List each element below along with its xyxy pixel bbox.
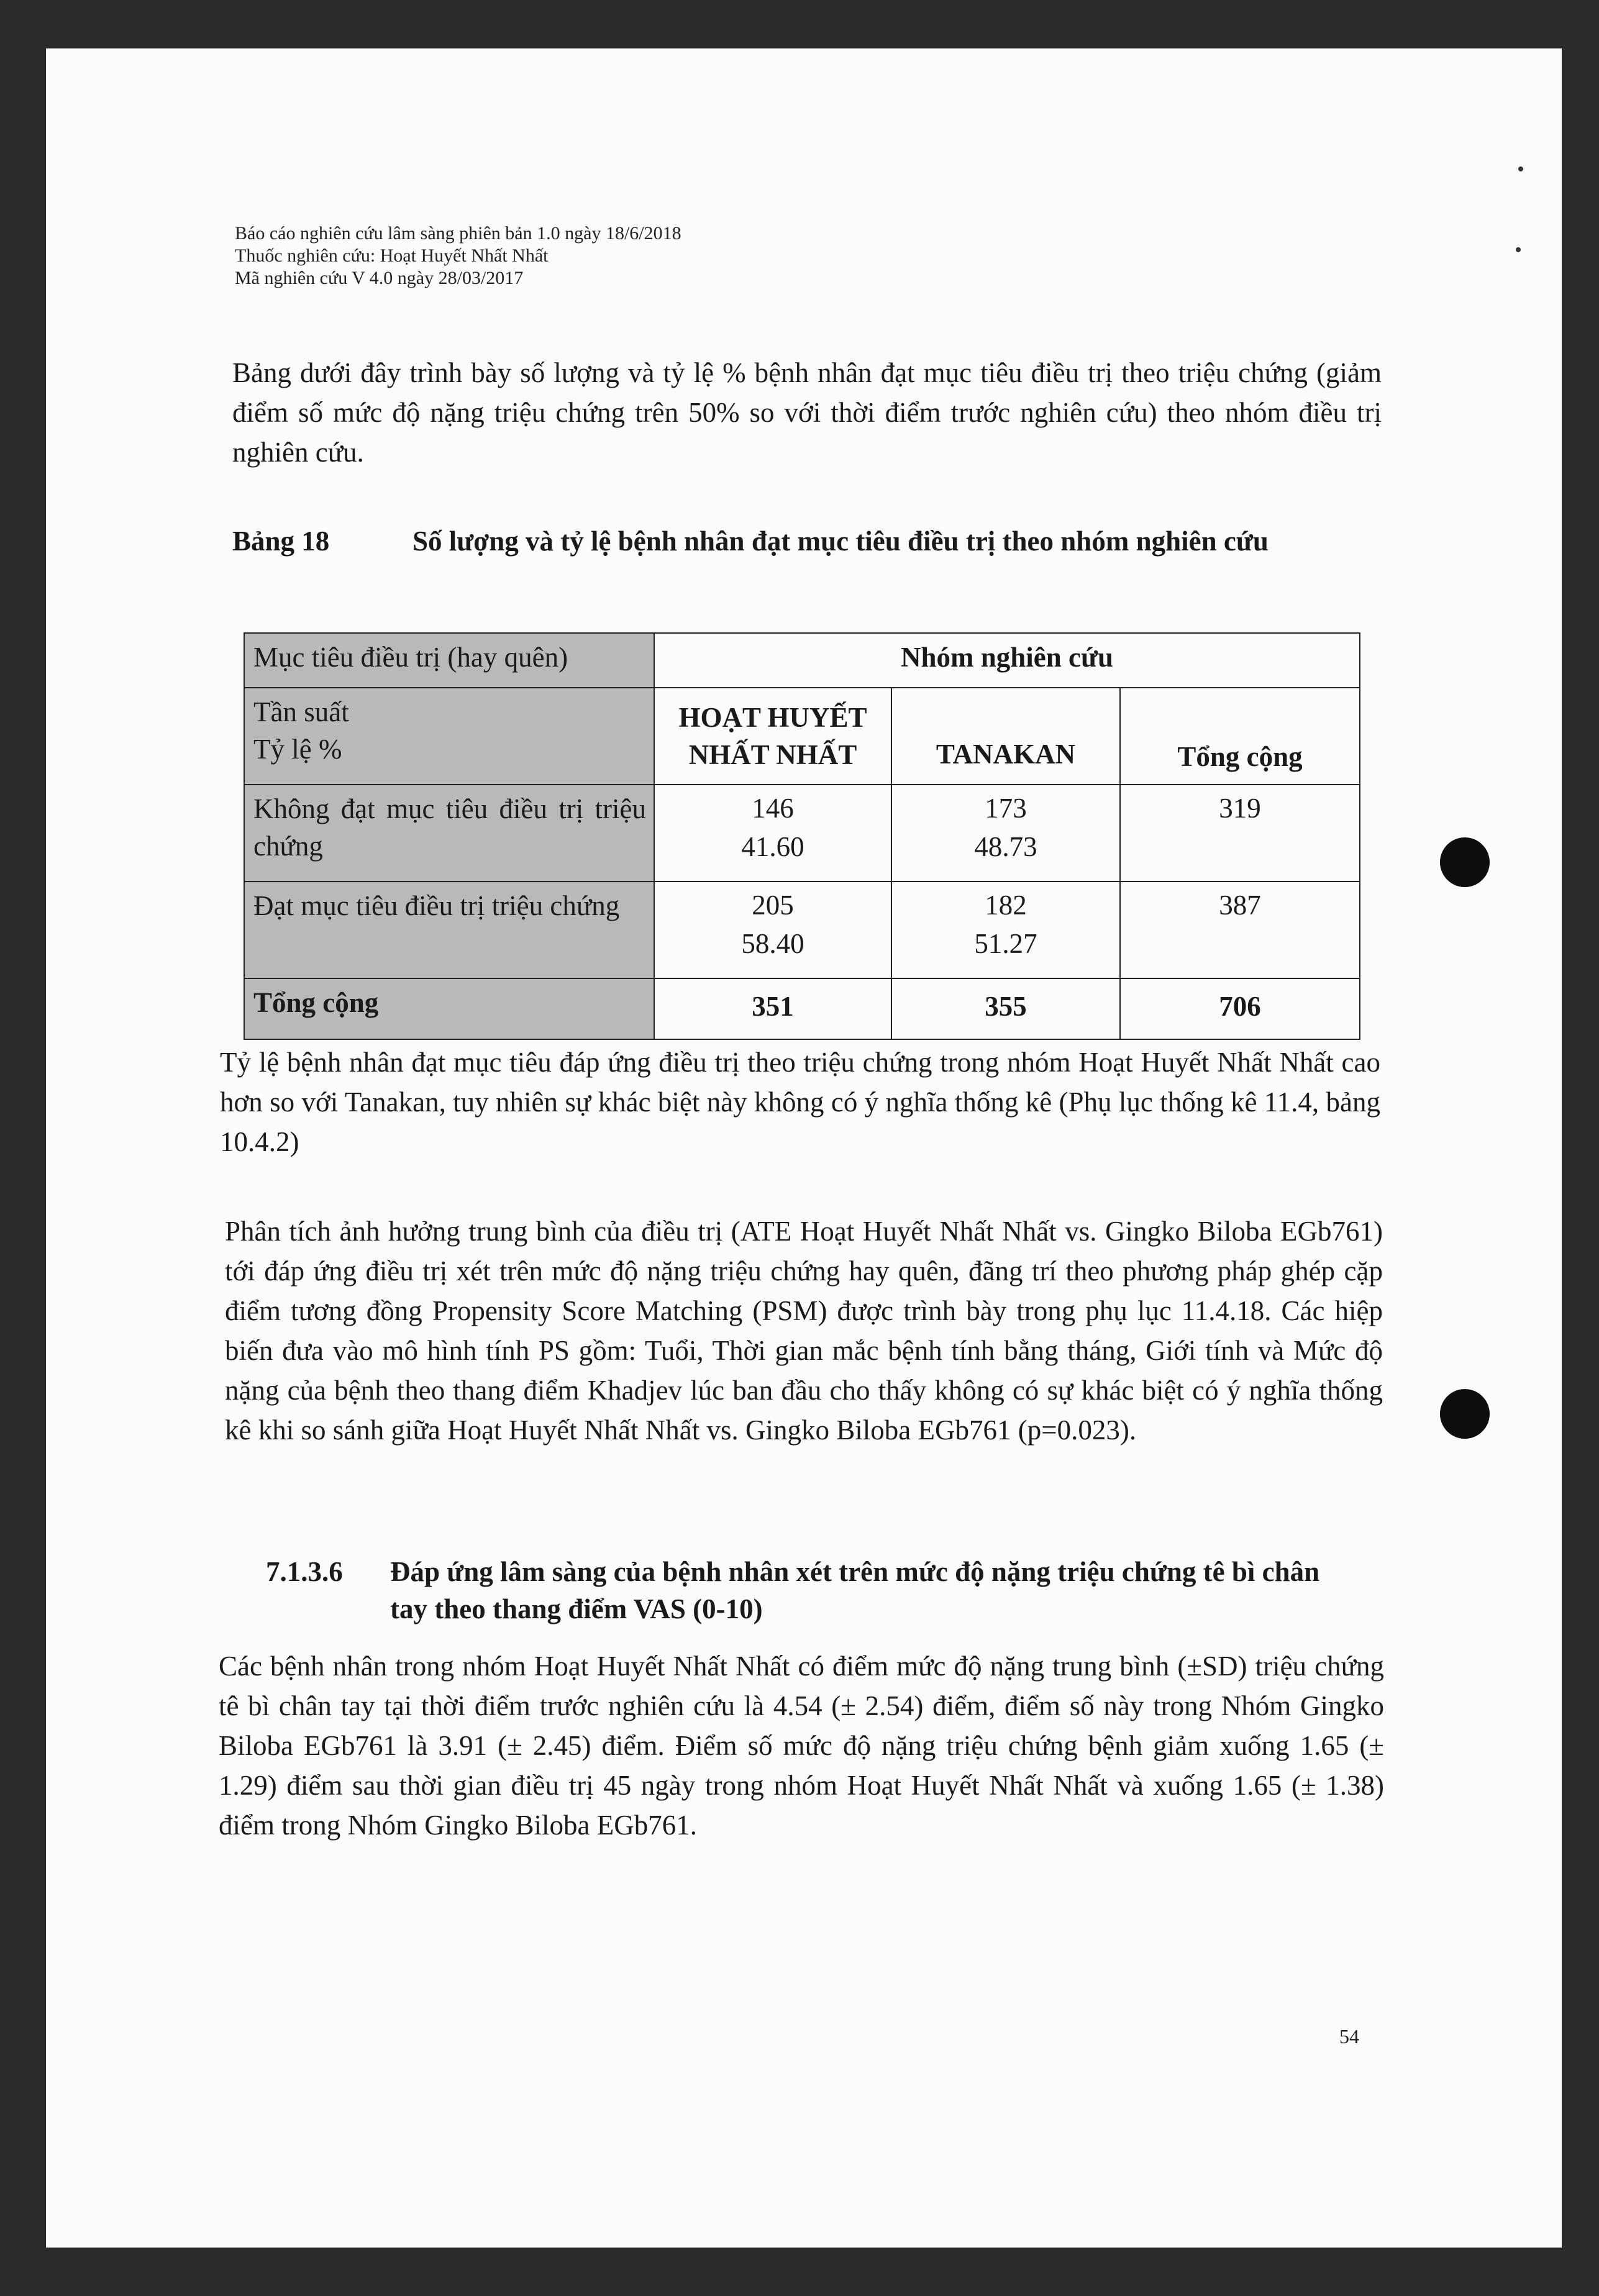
scan-speck xyxy=(1516,247,1521,252)
header-study-code: Mã nghiên cứu V 4.0 ngày 28/03/2017 xyxy=(235,268,524,288)
table-caption-number: Bảng 18 xyxy=(232,526,330,557)
percent-value: 58.40 xyxy=(741,928,804,959)
cell-tanakan-not-achieved xyxy=(891,785,1120,882)
section-paragraph: Các bệnh nhân trong nhóm Hoạt Huyết Nhất Nhất có điểm mức độ nặng trung bình (±SD) triệu chứng tê bì chân tay tại thời điểm trước nghiên cứu là 4.54 (± 2.54) điểm, điểm số này trong Nhóm Gingko Biloba EGb761 là 3.91 (± 2.45) điểm. Điểm số mức độ nặng triệu chứng bệnh giảm xuống 1.65 (± 1.29) điểm sau thời gian điều trị 45 ngày trong nhóm Hoạt Huyết Nhất Nhất và xuống 1.65 (± 1.38) điểm trong Nhóm Gingko Biloba EGb761. xyxy=(219,1651,1384,1841)
table-stat-legend xyxy=(244,688,654,785)
section-number: 7.1.3.6 xyxy=(266,1556,343,1587)
cell-hoat-huyet-total: 351 xyxy=(654,978,891,1039)
percent-value: 51.27 xyxy=(974,928,1037,959)
page-number: 54 xyxy=(1339,2025,1359,2048)
header-study-drug: Thuốc nghiên cứu: Hoạt Huyết Nhất Nhất xyxy=(235,245,549,266)
percent-value: 48.73 xyxy=(974,831,1037,862)
intro-paragraph: Bảng dưới đây trình bày số lượng và tỷ lệ % bệnh nhân đạt mục tiêu điều trị theo triệu chứng (giảm điểm số mức độ nặng triệu chứng trên 50% so với thời điểm trước nghiên cứu) theo nhóm điều trị nghiên cứu. xyxy=(232,357,1382,468)
cell-grand-total: 706 xyxy=(1120,978,1360,1039)
count-value: 146 xyxy=(752,793,794,824)
cell-total-not-achieved: 319 xyxy=(1120,785,1360,882)
table-interpretation-paragraph: Tỷ lệ bệnh nhân đạt mục tiêu đáp ứng điều trị theo triệu chứng trong nhóm Hoạt Huyết Nhất Nhất cao hơn so với Tanakan, tuy nhiên sự khác biệt này không có ý nghĩa thống kê (Phụ lục thống kê 11.4, bảng 10.4.2) xyxy=(220,1047,1380,1157)
count-value: 173 xyxy=(985,793,1027,824)
document-header xyxy=(235,222,681,289)
count-value: 205 xyxy=(752,890,794,921)
scan-speck xyxy=(1518,166,1523,171)
results-table xyxy=(244,632,1360,1040)
cell-hoat-huyet-achieved xyxy=(654,882,891,978)
col-header-hoat-huyet: HOẠT HUYẾT NHẤT NHẤT xyxy=(654,688,891,785)
freq-label: Tần suất xyxy=(253,696,349,727)
punch-hole-lower xyxy=(1440,1389,1490,1439)
row-label-achieved: Đạt mục tiêu điều trị triệu chứng xyxy=(244,882,654,978)
cell-total-achieved: 387 xyxy=(1120,882,1360,978)
header-report-version: Báo cáo nghiên cứu lâm sàng phiên bản 1.0 ngày 18/6/2018 xyxy=(235,223,681,244)
table-caption-title: Số lượng và tỷ lệ bệnh nhân đạt mục tiêu điều trị theo nhóm nghiên cứu xyxy=(412,526,1269,557)
col-header-tanakan: TANAKAN xyxy=(891,688,1120,785)
punch-hole-upper xyxy=(1440,837,1490,887)
count-value: 182 xyxy=(985,890,1027,921)
col-header-total: Tổng cộng xyxy=(1120,688,1360,785)
table-corner-title: Mục tiêu điều trị (hay quên) xyxy=(244,633,654,688)
cell-tanakan-achieved xyxy=(891,882,1120,978)
table-group-header: Nhóm nghiên cứu xyxy=(654,633,1360,688)
row-label-total: Tổng cộng xyxy=(244,978,654,1039)
row-label-not-achieved: Không đạt mục tiêu điều trị triệu chứng xyxy=(244,785,654,882)
table-row xyxy=(244,882,1360,978)
section-title: Đáp ứng lâm sàng của bệnh nhân xét trên mức độ nặng triệu chứng tê bì chân tay theo thang điểm VAS (0-10) xyxy=(390,1556,1320,1624)
cell-hoat-huyet-not-achieved xyxy=(654,785,891,882)
table-total-row xyxy=(244,978,1360,1039)
pct-label: Tỷ lệ % xyxy=(253,734,342,765)
ate-analysis-paragraph: Phân tích ảnh hưởng trung bình của điều trị (ATE Hoạt Huyết Nhất Nhất vs. Gingko Biloba EGb761) tới đáp ứng điều trị xét trên mức độ nặng triệu chứng hay quên, đãng trí theo phương pháp ghép cặp điểm tương đồng Propensity Score Matching (PSM) được trình bày trong phụ lục 11.4.18. Các hiệp biến đưa vào mô hình tính PS gồm: Tuổi, Thời gian mắc bệnh tính bằng tháng, Giới tính và Mức độ nặng của bệnh theo thang điểm Khadjev lúc ban đầu cho thấy không có sự khác biệt có ý nghĩa thống kê khi so sánh giữa Hoạt Huyết Nhất Nhất vs. Gingko Biloba EGb761 (p=0.023). xyxy=(225,1216,1383,1446)
cell-tanakan-total: 355 xyxy=(891,978,1120,1039)
percent-value: 41.60 xyxy=(741,831,804,862)
table-row xyxy=(244,785,1360,882)
